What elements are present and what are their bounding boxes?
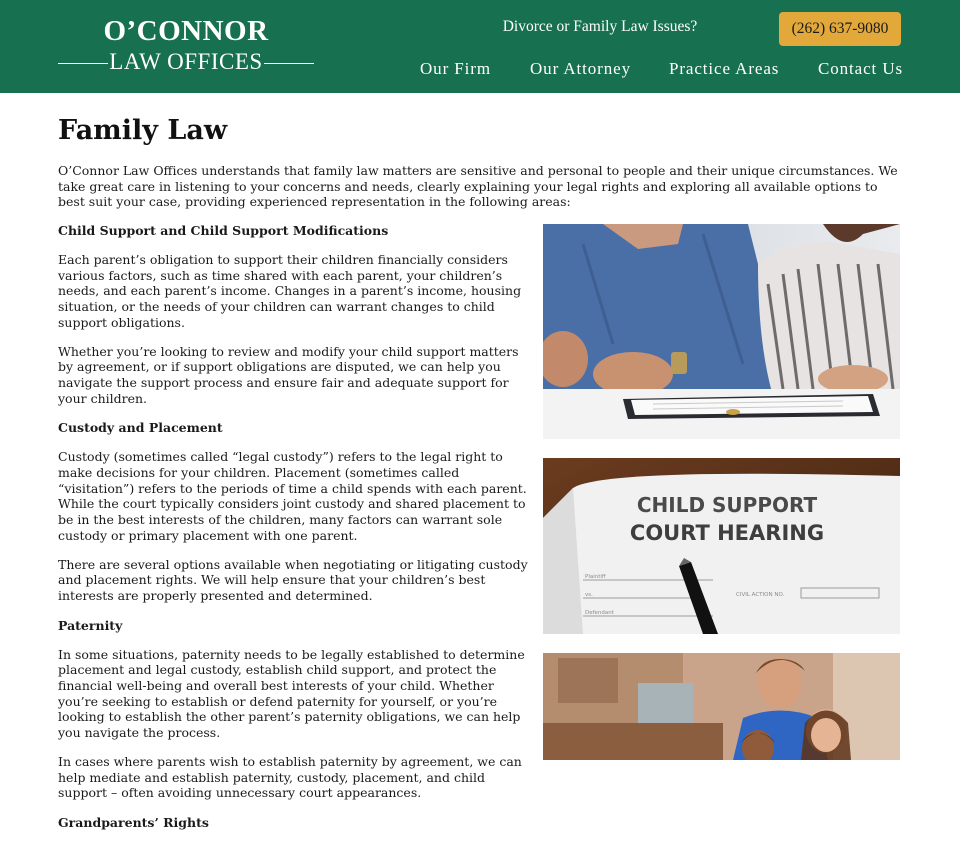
page-title: Family Law (58, 115, 228, 146)
nav-contact-us[interactable]: Contact Us (818, 59, 904, 78)
logo-line1: O’CONNOR (103, 15, 269, 47)
section-paragraph: In cases where parents wish to establish paternity by agreement, we can help mediate and establish paternity, custody, placement, and child support – often avoiding unnecessary court appearances. (58, 753, 522, 801)
section-heading-paternity: Paternity (58, 617, 123, 633)
photo-child-support-document-illustration (543, 458, 900, 634)
document-vs-label: vs. (585, 592, 593, 598)
photo-child-support-document (543, 458, 900, 634)
document-civil-action-label: CIVIL ACTION NO. (736, 592, 785, 598)
nav-our-attorney[interactable]: Our Attorney (530, 59, 631, 78)
section-paragraph: There are several options available when negotiating or litigating custody and placement rights. We will help ensure that your children’s best interests are properly presented and determined. (58, 556, 528, 603)
logo[interactable] (58, 15, 314, 77)
intro-paragraph: O’Connor Law Offices understands that family law matters are sensitive and personal to people and their unique circumstances. We take great care in listening to your concerns and needs, clearly explaining your legal rights and exploring all available options to best suit your case, providing experienced representation in the following areas: (58, 163, 898, 210)
section-paragraph: In some situations, paternity needs to be legally established to determine placement and legal custody, establish child support, and protect the financial well-being and overall best interests of your child. Whether you’re seeking to establish or defend paternity for yourself, or you’re looking to establish the other parent’s paternity obligations, we can help you navigate the process. (58, 646, 525, 741)
photo-couple-signing-illustration (543, 224, 900, 439)
section-heading-child-support: Child Support and Child Support Modifications (58, 223, 389, 238)
phone-button[interactable]: (262) 637-9080 (779, 12, 901, 46)
section-heading-custody: Custody and Placement (58, 420, 223, 436)
document-title-line1: CHILD SUPPORT (636, 493, 818, 517)
document-title-line2: COURT HEARING (629, 521, 825, 545)
section-heading-grandparents: Grandparents’ Rights (58, 814, 209, 830)
section-paragraph: Whether you’re looking to review and modify your child support matters by agreement, or if support obligations are disputed, we can help you navigate the support process and ensure fair and adequate support for your children. (58, 343, 519, 406)
photo-family (543, 653, 900, 760)
logo-line2: LAW OFFICES (109, 49, 263, 74)
nav-practice-areas[interactable]: Practice Areas (669, 59, 780, 78)
photo-family-illustration (543, 653, 900, 760)
section-paragraph: Custody (sometimes called “legal custody”) refers to the legal right to make decisions for your children. Placement (sometimes called “visitation”) refers to the periods of time a child spends with each parent. While the court typically considers joint custody and shared placement to be in the best interests of the children, many factors can warrant sole custody or primary placement with one parent. (58, 449, 527, 543)
content-column (58, 222, 532, 844)
logo-rule-right (264, 63, 314, 64)
photo-couple-signing (543, 224, 900, 439)
section-paragraph: Each parent’s obligation to support their children financially considers various factors, such as time shared with each parent, your children’s needs, and each parent’s income. Changes in a parent’s income, housing situation, or the needs of your children can warrant changes to child support obligations. (58, 252, 522, 330)
logo-rule-left (58, 63, 108, 64)
logo-line2-wrap (58, 47, 314, 77)
nav-our-firm[interactable]: Our Firm (420, 59, 491, 78)
site-header (0, 0, 960, 93)
document-plaintiff-label: Plaintiff (585, 574, 606, 580)
header-tagline: Divorce or Family Law Issues? (502, 18, 698, 35)
document-defendant-label: Defendant (585, 610, 614, 616)
